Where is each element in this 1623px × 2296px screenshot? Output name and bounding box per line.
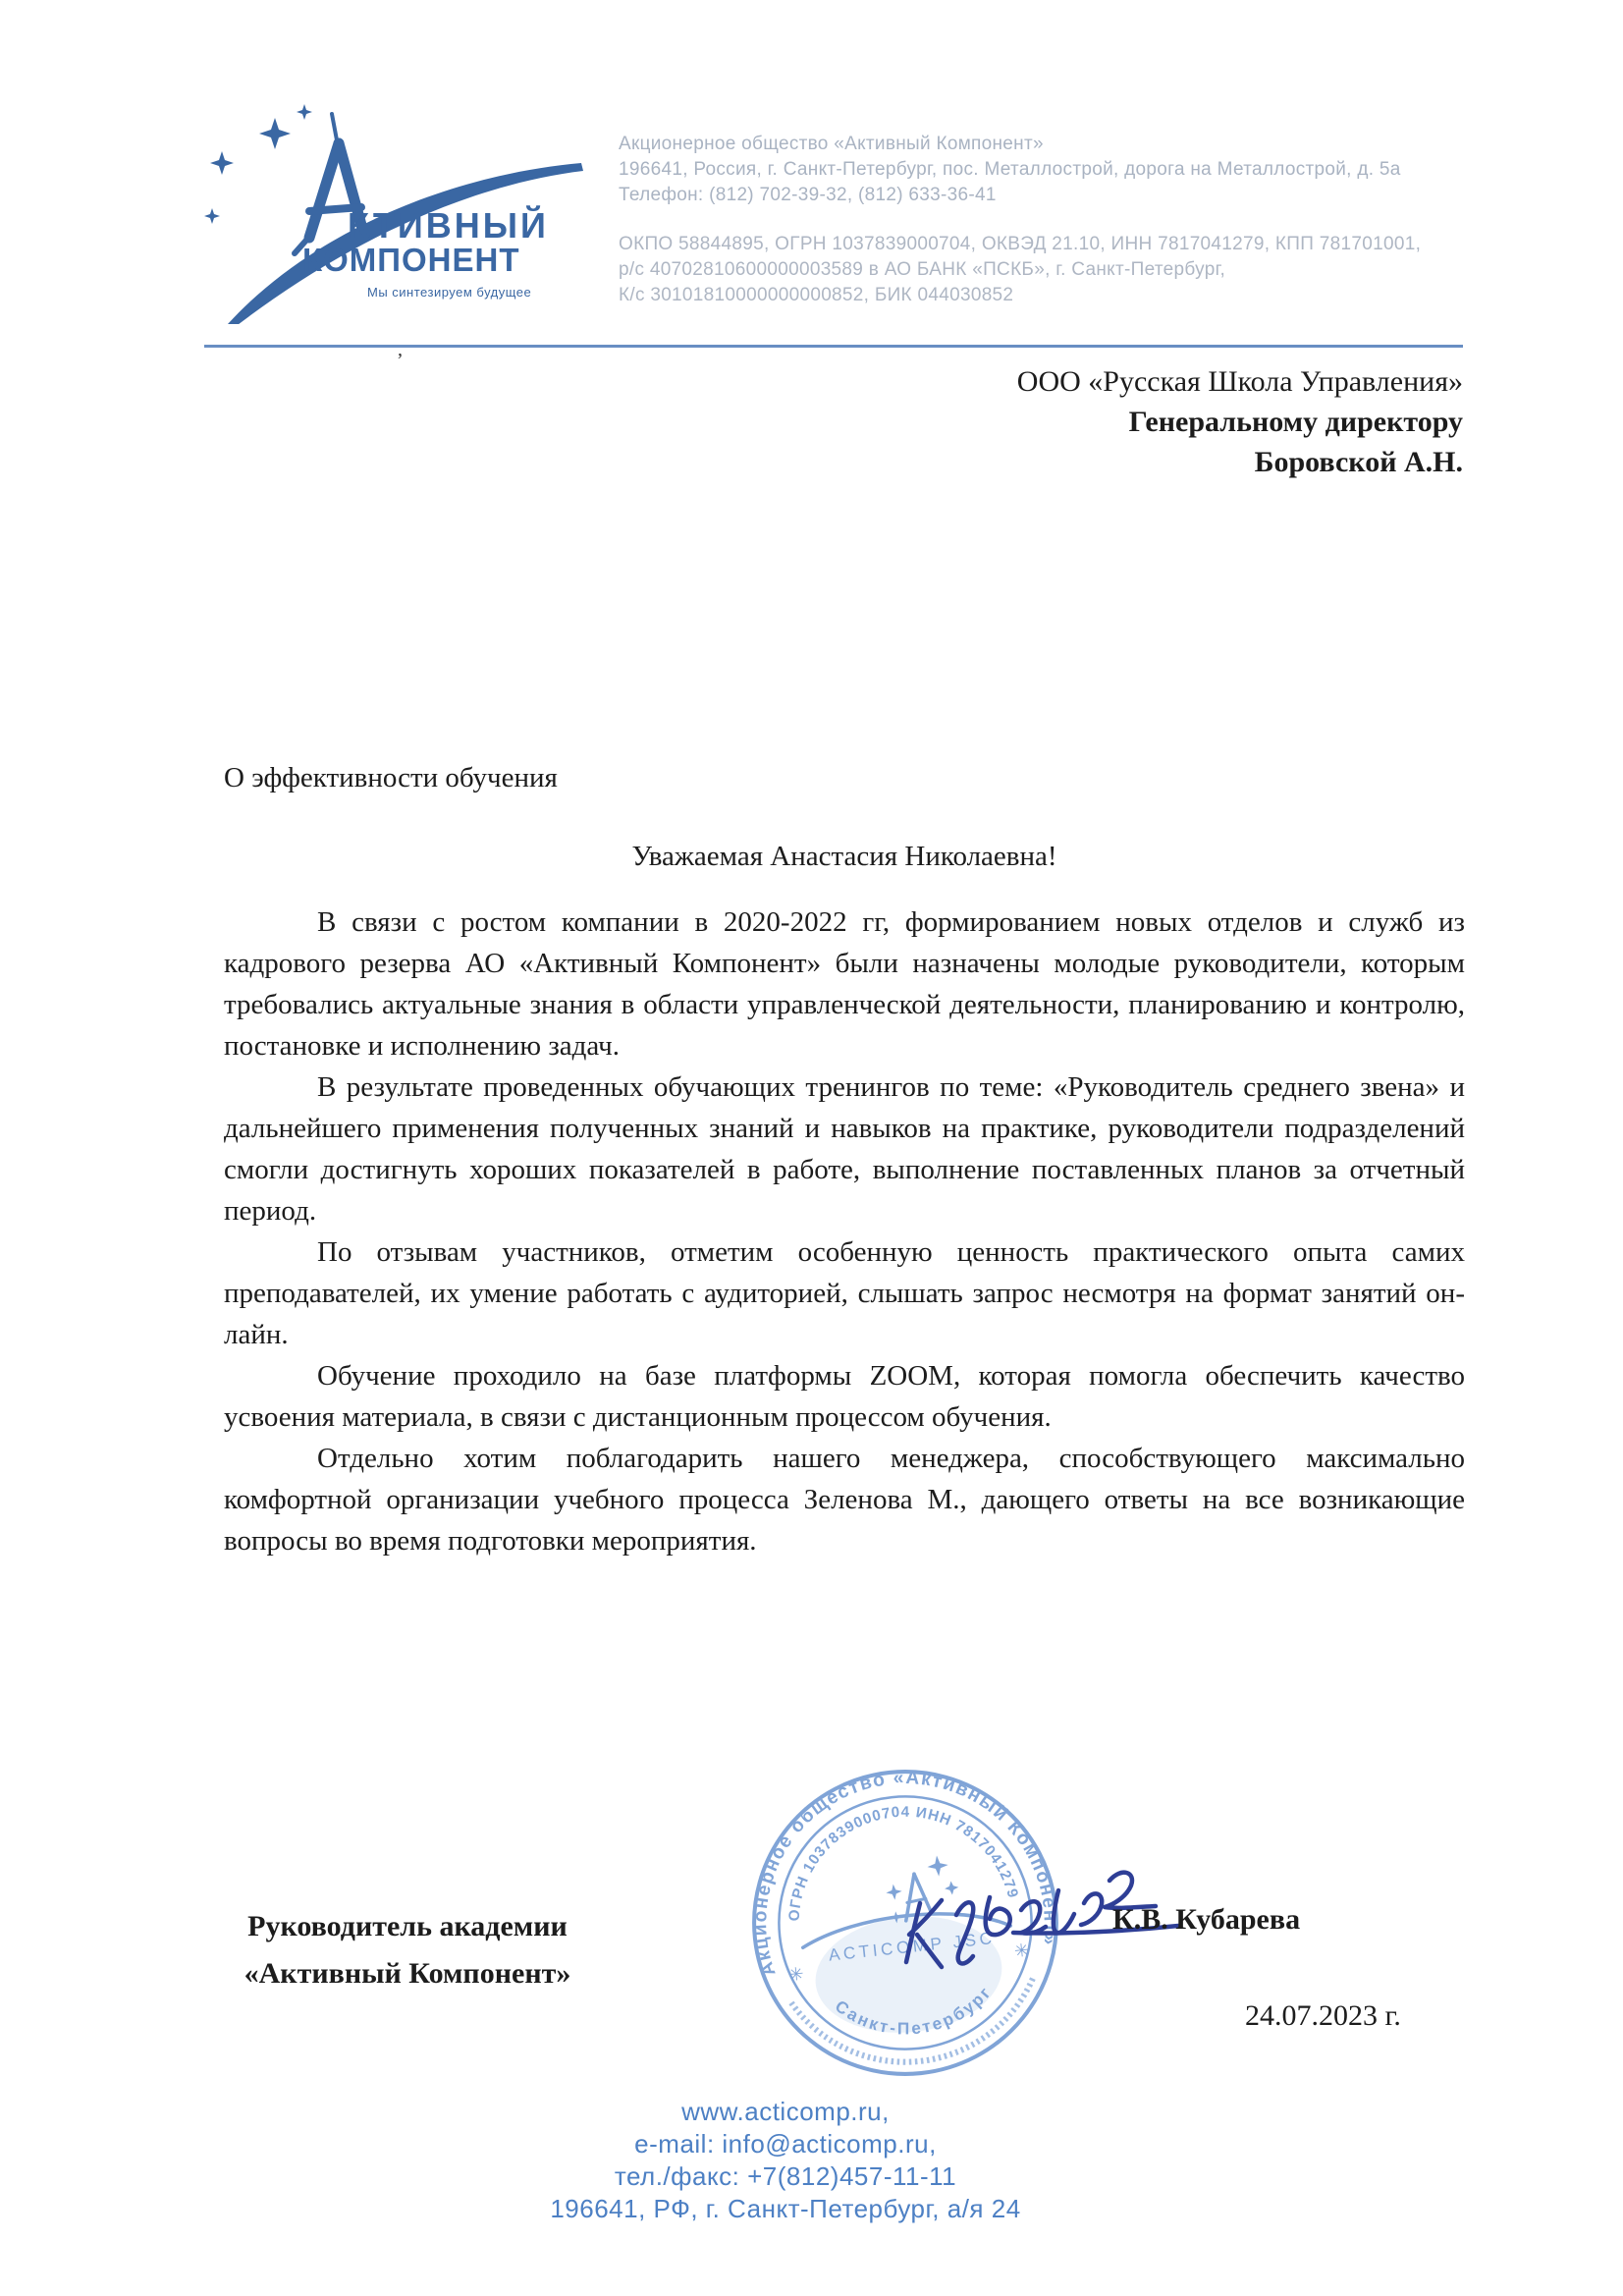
recipient-position: Генеральному директору	[1128, 406, 1463, 438]
company-logo	[155, 77, 599, 324]
signature-title-line: Руководитель академии	[247, 1910, 568, 1942]
logo-wordmark-line1: КТИВНЫЙ	[348, 205, 549, 246]
signature-title	[226, 1903, 589, 1997]
body-paragraph: Отдельно хотим поблагодарить нашего менеджера, способствующего максимально комфортной организации учебного процесса Зеленова М., дающего ответы на все возникающие вопросы во время подготовки мероприятия.	[224, 1443, 1465, 1557]
recipient-block	[677, 361, 1463, 482]
greeting-line: Уважаемая Анастасия Николаевна!	[631, 841, 1057, 872]
logo-sparkle-icon	[204, 208, 220, 224]
footer-address: 196641, РФ, г. Санкт-Петербург, а/я 24	[550, 2194, 1021, 2223]
stamp-city-text: Санкт-Петербург	[831, 1981, 997, 2039]
signature-name: К.В. Кубарева	[1112, 1903, 1301, 1936]
body-paragraph: Обучение проходило на базе платформы ZOOM, которая помогла обеспечить качество усвоения материала, в связи с дистанционным процессом обучения.	[224, 1360, 1465, 1433]
signature-date: 24.07.2023 г.	[1245, 1999, 1401, 2032]
header-company-line: 196641, Россия, г. Санкт-Петербург, пос. Металлострой, дорога на Металлострой, д. 5а	[619, 159, 1401, 180]
body-paragraph: По отзывам участников, отметим особенную ценность практического опыта самих преподавателей, их умение работать с аудиторией, слышать запрос несмотря на формат занятий он-лайн.	[224, 1236, 1465, 1350]
letter-body	[224, 902, 1465, 1561]
header-company-details	[619, 132, 1483, 208]
logo-sparkle-icon	[297, 104, 312, 120]
stamp-asterisk-right: ✳	[1012, 1940, 1031, 1962]
header-requisites	[619, 232, 1483, 308]
recipient-org: ООО «Русская Школа Управления»	[1016, 365, 1463, 398]
header-company-line: Акционерное общество «Активный Компонент»	[619, 134, 1044, 154]
signature-title-line: «Активный Компонент»	[243, 1957, 571, 1990]
body-paragraph: В результате проведенных обучающих тренингов по теме: «Руководитель среднего звена» и дальнейшего применения полученных знаний и навыков на практике, руководители подразделений смогли достигнуть хороших показателей в работе, выполнение поставленных планов за отчетный период.	[224, 1071, 1465, 1227]
stamp-inner-ring-text: ОГРН 1037839000704 ИНН 7817041279	[785, 1803, 1022, 1922]
header-company-line: Телефон: (812) 702-39-32, (812) 633-36-41	[619, 185, 997, 205]
footer-email: e-mail: info@acticomp.ru,	[634, 2129, 937, 2159]
stamp-brand-text: ACTICOMP JSC	[827, 1927, 997, 1965]
footer-phone: тел./факс: +7(812)457-11-11	[614, 2161, 957, 2191]
logo-sparkle-icon	[210, 151, 234, 175]
scan-artifact-mark: ’	[397, 350, 404, 371]
logo-tagline: Мы синтезируем будущее	[367, 285, 532, 300]
logo-sparkle-icon	[259, 118, 291, 149]
body-paragraph: В связи с ростом компании в 2020-2022 гг, формированием новых отделов и служб из кадрового резерва АО «Активный Компонент» были назначены молодые руководители, которым требовались актуальные знания в области управленческой деятельности, планированию и контролю, постановке и исполнению задач.	[224, 906, 1465, 1062]
stamp-outer-ring-text: Акционерное общество «Активный Компонент»	[750, 1768, 1060, 1979]
stamp-asterisk-left: ✳	[787, 1963, 805, 1986]
header-requisites-line: р/с 40702810600000003589 в АО БАНК «ПСКБ», г. Санкт-Петербург,	[619, 259, 1226, 280]
header-requisites-line: К/с 30101810000000000852, БИК 044030852	[619, 285, 1014, 305]
header-requisites-line: ОКПО 58844895, ОГРН 1037839000704, ОКВЭД 21.10, ИНН 7817041279, КПП 781701001,	[619, 234, 1422, 254]
footer-contacts	[388, 2096, 1183, 2225]
logo-wordmark-line2: КОМПОНЕНТ	[302, 242, 520, 278]
divider-rule	[204, 345, 1463, 348]
subject-line: О эффективности обучения	[224, 762, 558, 793]
recipient-name: Боровской А.Н.	[1254, 446, 1463, 478]
footer-website: www.acticomp.ru,	[681, 2097, 890, 2126]
